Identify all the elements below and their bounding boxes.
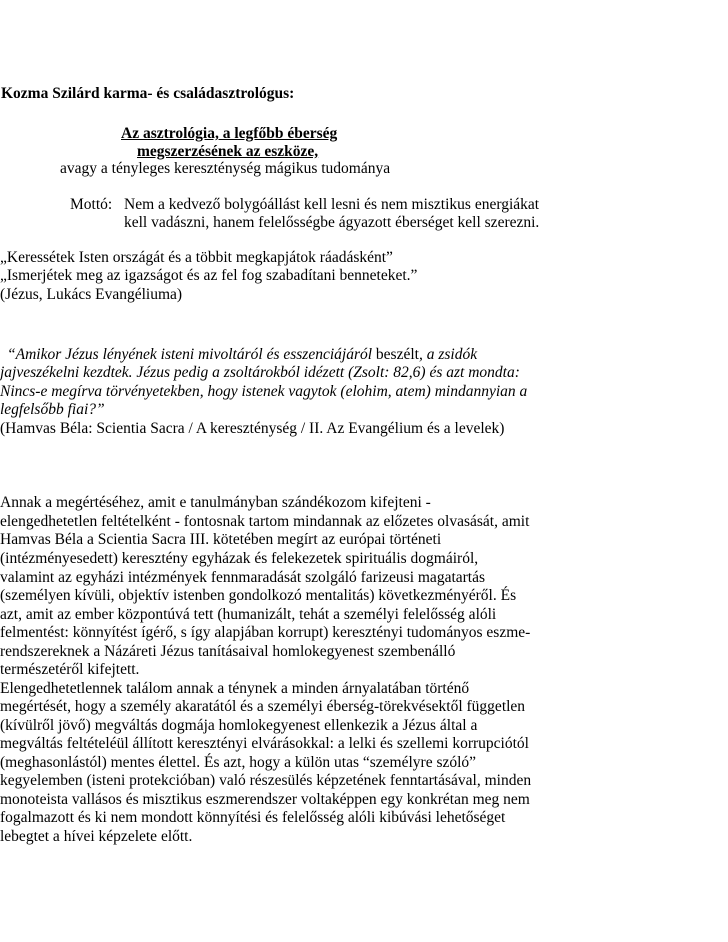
body-line-19: lebegtet a hívei képzelete előtt. (0, 828, 193, 845)
body-line-13: (kívülről jövő) megváltás dogmája homlokegyenest ellenkezik a Jézus által a (0, 717, 478, 734)
body-line-11: Elengedhetetlennek találom annak a ténynek a minden árnyalatában történő (0, 680, 470, 697)
body-line-7: azt, amit az ember központúvá tett (humanizált, tehát a személyi felelősség alóli (0, 606, 497, 623)
body-line-15: (meghasonlástól) mentes élettel. És azt, hogy a külön utas “személyre szóló” (0, 754, 477, 771)
author-heading: Kozma Szilárd karma- és családasztrológus: (1, 85, 295, 102)
body-line-3: Hamvas Béla a Scientia Sacra III. kötetében megírt az európai történeti (0, 531, 442, 548)
body-line-5: valamint az egyházi intézmények fennmaradását szolgáló farizeusi magatartás (0, 569, 486, 586)
quote2-line-1-italic: “Amikor Jézus lényének isteni mivoltáról és esszenciájáról (7, 346, 373, 363)
motto-line-1: Nem a kedvező bolygóállást kell lesni és nem misztikus energiákat (124, 196, 540, 213)
subtitle: avagy a tényleges kereszténység mágikus tudománya (60, 160, 391, 177)
body-line-12: megértését, hogy a személy akaratától és a személyi éberség-törekvésektől független (0, 698, 526, 715)
quote2-line-4: legfelsőbb fiai?” (0, 401, 105, 418)
body-line-1: Annak a megértéséhez, amit e tanulmányban szándékozom kifejteni - (0, 494, 431, 511)
body-line-8: felmentést: könnyítést ígérő, s így alapjában korrupt) keresztényi tudományos eszme- (0, 624, 531, 641)
quote2-line-1-normal: beszélt (372, 346, 419, 363)
quote2-line-1 (7, 345, 477, 364)
quote2-line-1-tail: , a zsidók (418, 346, 478, 363)
body-line-16: kegyelemben (isteni protekcióban) való részesülés képzetének fenntartásával, minden (0, 772, 532, 789)
motto-label: Mottó: (70, 196, 113, 213)
quote2-line-2: jajveszékelni kezdtek. Jézus pedig a zsoltárokból idézett (Zsolt: 82,6) és azt mondta: (0, 364, 520, 381)
body-line-4: (intézményesedett) keresztény egyházak és felekezetek spirituális dogmáiról, (0, 550, 479, 567)
body-line-14: megváltás feltételéül állított keresztényi elvárásokkal: a lelki és szellemi korrupciótól (0, 735, 529, 752)
body-line-2: elengedhetetlen feltételként - fontosnak tartom mindannak az előzetes olvasását, amit (0, 513, 530, 530)
body-line-18: fogalmazott és ki nem mondott könnyítési és felelősség alóli kibúvási lehetőséget (0, 809, 506, 826)
body-line-17: monoteista vallásos és misztikus eszmerendszer voltaképpen egy konkrétan meg nem (0, 791, 530, 808)
body-line-9: rendszereknek a Názáreti Jézus tanításaival homlokegyenest szembenálló (0, 643, 456, 660)
motto-line-2: kell vadászni, hanem felelősségbe ágyazott éberséget kell szerezni. (124, 214, 540, 231)
quote1-line-2: „Ismerjétek meg az igazságot és az fel fog szabadítani benneteket.” (0, 267, 418, 284)
quote2-line-3: Nincs-e megírva törvényetekben, hogy istenek vagytok (elohim, atem) mindannyian a (0, 383, 528, 400)
title-line-1: Az asztrológia, a legfőbb éberség (121, 125, 338, 142)
quote2-source: (Hamvas Béla: Scientia Sacra / A kereszténység / II. Az Evangélium és a levelek) (0, 420, 505, 437)
quote1-source: (Jézus, Lukács Evangéliuma) (0, 286, 183, 303)
body-line-10: természetéről kifejtett. (0, 661, 140, 678)
title-line-2: megszerzésének az eszköze, (137, 143, 319, 160)
quote1-line-1: „Keressétek Isten országát és a többit megkapjátok ráadásként” (0, 249, 393, 266)
body-line-6: (személyen kívüli, objektív istenben gondolkozó mentalitás) következményéről. És (0, 587, 517, 604)
